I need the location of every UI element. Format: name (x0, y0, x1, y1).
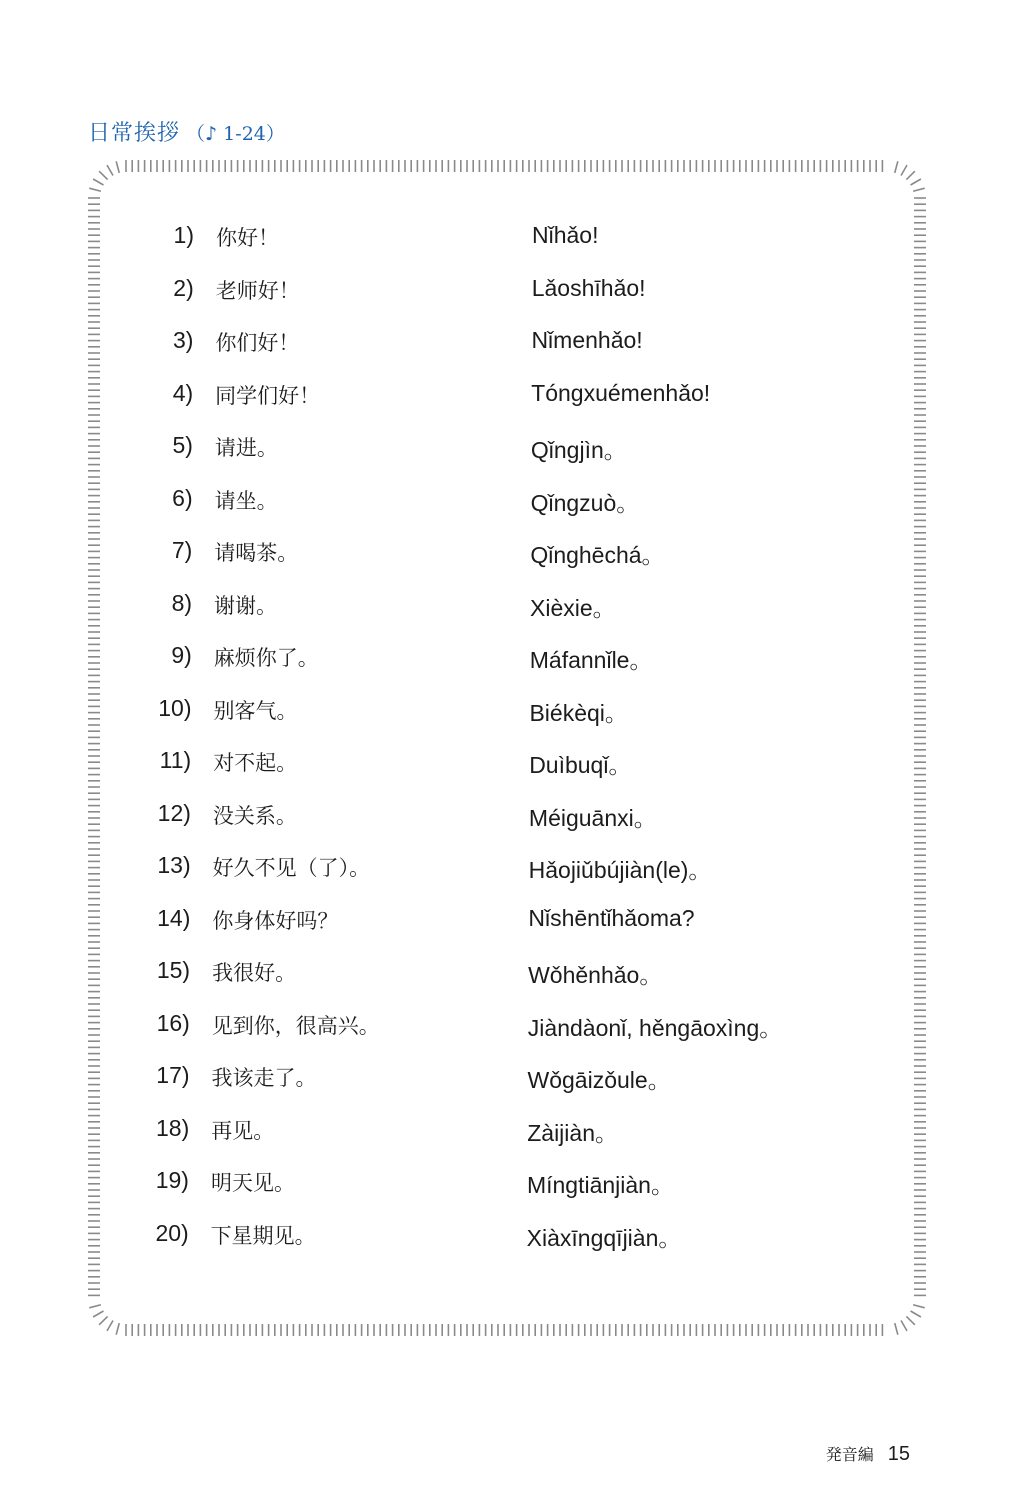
phrase-number: 17) (156, 1062, 190, 1088)
phrase-row (86, 267, 928, 307)
phrase-number: 19) (155, 1167, 189, 1193)
phrase-chinese: 你身体好吗？ (212, 908, 339, 933)
phrase-number: 5) (172, 432, 193, 458)
phrase-pinyin: Tóngxuémenhǎo! (531, 379, 711, 406)
phrase-pinyin: Méiguānxi。 (528, 804, 657, 831)
phrase-pinyin: Máfannǐle。 (529, 647, 653, 673)
phrase-chinese: 请喝茶。 (214, 541, 299, 565)
phrase-row (86, 1212, 928, 1252)
phrase-row (86, 529, 928, 569)
phrase-row (86, 372, 928, 412)
phrase-chinese: 别客气。 (213, 698, 298, 723)
audio-track-reference: （♪ 1-24） (186, 123, 285, 145)
phrase-number: 1) (173, 222, 194, 248)
phrase-chinese: 请进。 (214, 436, 278, 460)
phrase-number: 12) (157, 799, 191, 826)
phrase-number: 8) (171, 589, 193, 616)
phrase-row (86, 897, 928, 937)
phrase-row (86, 1107, 928, 1147)
phrase-pinyin: Zàijiàn。 (527, 1119, 618, 1146)
phrase-row (86, 319, 928, 359)
phrase-pinyin: Qǐngjìn。 (530, 437, 627, 463)
phrase-number: 2) (173, 274, 194, 301)
phrase-number: 11) (159, 747, 192, 773)
phrase-pinyin: Wǒhěnhǎo。 (528, 962, 663, 988)
phrase-chinese: 请坐。 (214, 488, 278, 513)
phrase-number: 16) (156, 1009, 190, 1036)
phrase-number: 7) (171, 537, 193, 563)
section-title (88, 116, 285, 147)
phrase-row (86, 634, 928, 674)
phrase-number: 15) (156, 957, 191, 983)
phrase-pinyin: Xiàxīngqījiàn。 (526, 1224, 682, 1251)
page-footer (826, 1442, 910, 1466)
phrase-pinyin: Nǐhǎo! (532, 222, 599, 248)
phrase-chinese: 我该走了。 (211, 1066, 317, 1090)
phrase-list (86, 158, 928, 1338)
phrase-chinese: 下星期见。 (210, 1223, 316, 1248)
phrase-chinese: 谢谢。 (214, 593, 278, 618)
phrase-chinese: 没关系。 (212, 803, 297, 828)
phrase-chinese: 麻烦你了。 (213, 646, 319, 670)
phrase-pinyin: Hǎojiǔbújiàn(le)。 (528, 857, 712, 883)
phrase-chinese: 同学们好！ (215, 383, 321, 408)
phrase-row (86, 687, 928, 727)
phrase-row (86, 214, 928, 254)
phrase-number: 13) (157, 852, 191, 878)
phrase-chinese: 你们好！ (215, 331, 300, 355)
phrase-chinese: 明天见。 (210, 1171, 295, 1195)
phrase-chinese: 好久不见（了）。 (212, 856, 371, 880)
phrase-frame (86, 158, 928, 1338)
phrase-number: 3) (173, 327, 194, 353)
phrase-chinese: 我很好。 (212, 961, 297, 985)
phrase-pinyin: Qǐngzuò。 (530, 489, 640, 516)
phrase-pinyin: Míngtiānjiàn。 (526, 1172, 674, 1198)
phrase-chinese: 再见。 (211, 1118, 275, 1143)
phrase-pinyin: Wǒgāizǒule。 (527, 1067, 671, 1093)
phrase-row (86, 1054, 928, 1094)
phrase-number: 6) (172, 484, 193, 511)
phrase-row (86, 949, 928, 989)
footer-section-name: 発音編 (825, 1445, 874, 1464)
phrase-pinyin: Nǐmenhǎo! (531, 327, 643, 353)
section-title-text: 日常挨拶 (88, 121, 181, 146)
phrase-row (86, 792, 928, 832)
phrase-pinyin: Jiàndàonǐ, hěngāoxìng。 (527, 1014, 783, 1041)
phrase-row (86, 424, 928, 464)
phrase-number: 18) (156, 1114, 190, 1141)
phrase-pinyin: Lǎoshīhǎo! (531, 274, 646, 301)
phrase-number: 9) (171, 642, 192, 668)
phrase-row (86, 844, 928, 884)
phrase-pinyin: Xièxie。 (530, 594, 616, 621)
phrase-number: 10) (158, 694, 192, 721)
phrase-row (86, 1159, 928, 1199)
phrase-row (86, 739, 928, 779)
phrase-chinese: 对不起。 (213, 751, 298, 775)
phrase-pinyin: Qǐnghēchá。 (530, 542, 665, 568)
phrase-row (86, 582, 928, 622)
phrase-pinyin: Duìbuqǐ。 (529, 752, 632, 778)
phrase-pinyin: Biékèqi。 (529, 699, 628, 726)
phrase-row (86, 1002, 928, 1042)
phrase-number: 20) (155, 1219, 189, 1246)
phrase-chinese: 你好！ (216, 226, 279, 250)
phrase-number: 4) (172, 379, 194, 406)
phrase-row (86, 477, 928, 517)
page-number: 15 (887, 1443, 910, 1465)
phrase-chinese: 老师好！ (215, 278, 300, 303)
phrase-number: 14) (157, 904, 191, 931)
phrase-chinese: 见到你，很高兴。 (211, 1013, 380, 1038)
phrase-pinyin: Nǐshēntǐhǎoma? (528, 904, 695, 931)
